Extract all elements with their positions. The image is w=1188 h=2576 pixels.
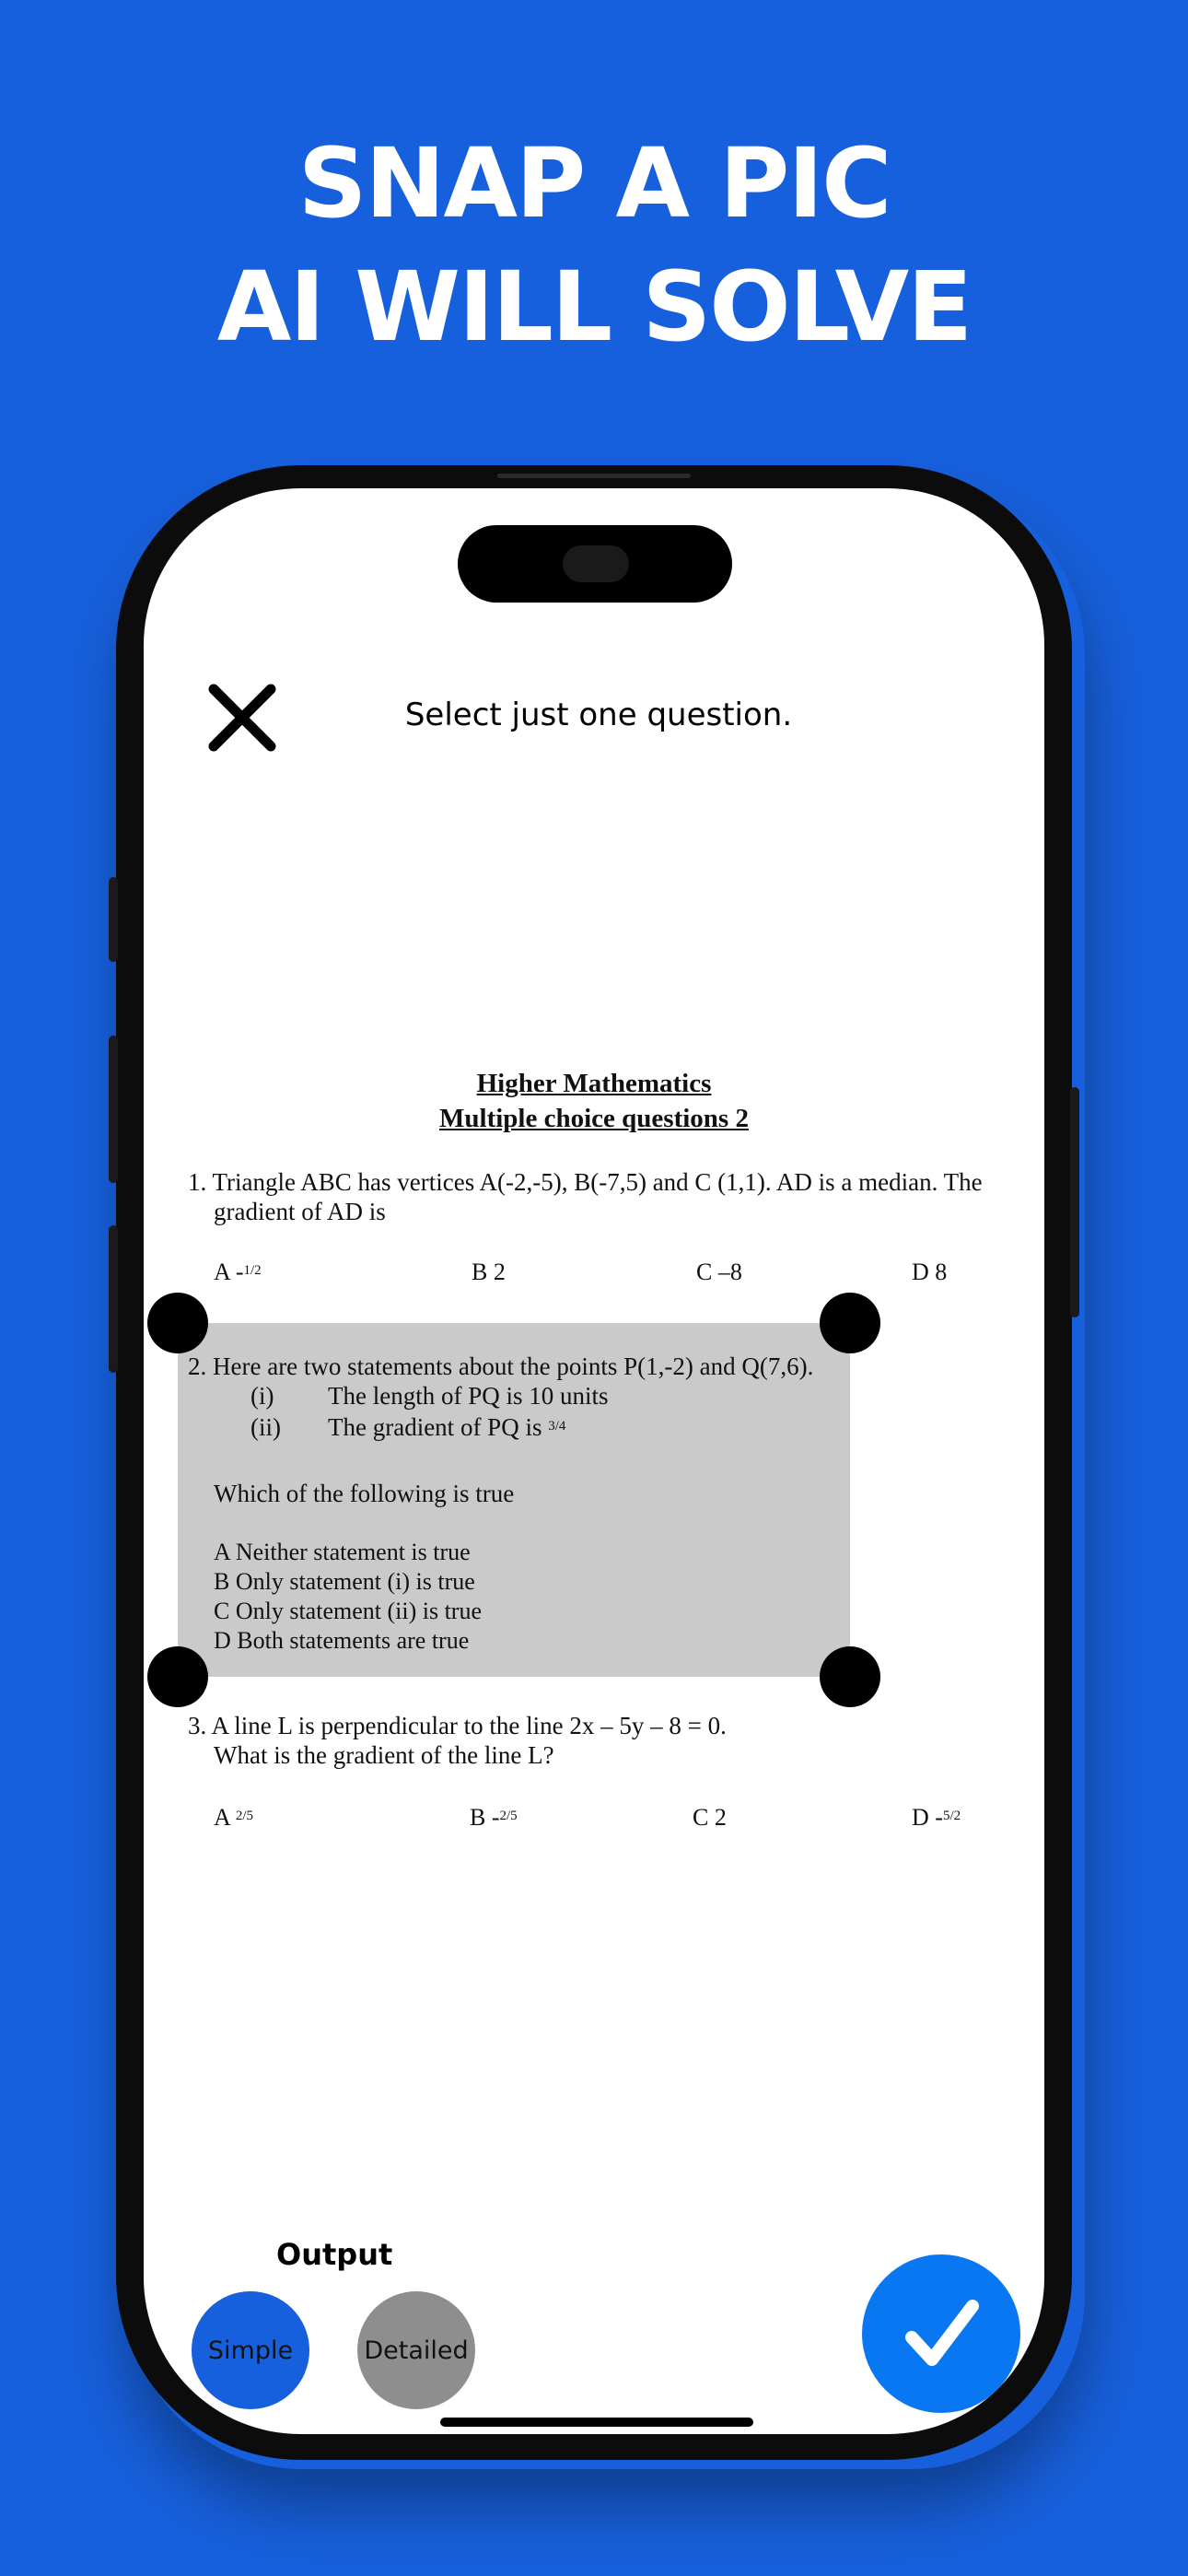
fraction: 3/4 — [548, 1419, 566, 1434]
fraction: 2/5 — [235, 1809, 254, 1823]
crop-handle-top-right[interactable] — [820, 1293, 880, 1353]
instruction-text: Select just one question. — [404, 697, 793, 733]
question-3-line-2: What is the gradient of the line L? — [214, 1741, 554, 1769]
option-d-text: D - — [912, 1804, 943, 1831]
statement-1-number: (i) — [250, 1382, 274, 1410]
confirm-button[interactable] — [862, 2254, 1020, 2413]
home-indicator — [440, 2418, 753, 2427]
question-2-option-b: B Only statement (i) is true — [214, 1568, 475, 1595]
statement-2-text: The gradient of PQ is — [328, 1413, 542, 1441]
question-1-line-2: gradient of AD is — [214, 1198, 386, 1225]
phone-action-button — [109, 877, 118, 962]
question-3-option-a — [214, 1804, 253, 1832]
question-3-line-1: 3. A line L is perpendicular to the line 2x – 5y – 8 = 0. — [188, 1712, 727, 1739]
simple-output-button[interactable]: Simple — [192, 2291, 309, 2409]
camera-icon — [563, 545, 629, 582]
statement-1: The length of PQ is 10 units — [328, 1382, 609, 1410]
crop-handle-bottom-left[interactable] — [147, 1646, 208, 1707]
detailed-output-button[interactable]: Detailed — [357, 2291, 475, 2409]
question-2-option-c: C Only statement (ii) is true — [214, 1598, 483, 1624]
close-button[interactable] — [204, 680, 280, 755]
crop-handle-bottom-right[interactable] — [820, 1646, 880, 1707]
statement-2-number: (ii) — [250, 1413, 281, 1441]
checkmark-icon — [895, 2288, 987, 2380]
question-2-prompt: Which of the following is true — [214, 1480, 515, 1507]
question-1-option-d: D 8 — [912, 1259, 948, 1285]
fraction: 2/5 — [499, 1809, 518, 1823]
question-2-line-1: 2. Here are two statements about the points P(1,-2) and Q(7,6). — [188, 1352, 814, 1380]
output-label: Output — [276, 2237, 393, 2272]
phone-speaker-line — [497, 474, 691, 478]
statement-2 — [328, 1413, 565, 1442]
option-a-text: A — [214, 1804, 230, 1831]
option-b-text: B - — [470, 1804, 500, 1831]
document-subtitle: Multiple choice questions 2 — [439, 1104, 749, 1133]
question-3-option-b — [470, 1804, 518, 1832]
phone-volume-down-button — [109, 1225, 118, 1373]
close-icon — [204, 680, 280, 755]
fraction: 5/2 — [942, 1809, 961, 1823]
crop-handle-top-left[interactable] — [147, 1293, 208, 1353]
document-title: Higher Mathematics — [476, 1069, 712, 1098]
question-1-option-a — [214, 1259, 262, 1286]
question-3-option-c: C 2 — [693, 1804, 727, 1831]
option-a-text: A - — [214, 1259, 244, 1285]
question-2-option-a: A Neither statement is true — [214, 1539, 471, 1565]
headline-line-1: SNAP A PIC — [297, 127, 891, 240]
question-1-line-1: 1. Triangle ABC has vertices A(-2,-5), B(-7,5) and C (1,1). AD is a median. The — [188, 1168, 983, 1196]
question-2-option-d: D Both statements are true — [214, 1627, 470, 1654]
question-1-option-b: B 2 — [472, 1259, 506, 1285]
question-3-option-d — [912, 1804, 961, 1832]
fraction: 1/2 — [243, 1263, 262, 1278]
dynamic-island — [458, 525, 732, 603]
headline-line-2: AI WILL SOLVE — [216, 251, 972, 363]
question-1-option-c: C –8 — [696, 1259, 742, 1285]
